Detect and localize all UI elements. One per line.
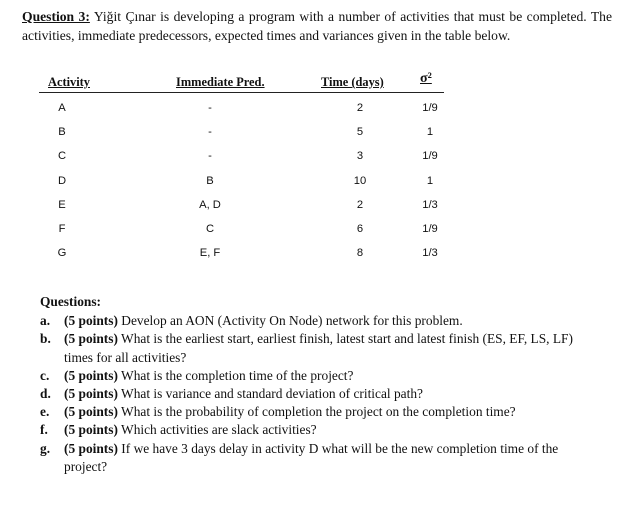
cell-variance: 1/9	[422, 223, 438, 235]
question-letter: d.	[40, 386, 51, 402]
cell-variance: 1	[426, 175, 434, 187]
cell-activity: D	[57, 175, 67, 187]
question-letter: f.	[40, 422, 48, 438]
cell-pred: -	[208, 102, 212, 114]
question-item-f	[40, 421, 580, 439]
cell-time: 3	[356, 150, 364, 162]
cell-time: 2	[356, 102, 364, 114]
question-text: Develop an AON (Activity On Node) network for this problem.	[117, 313, 463, 329]
header-variance: σ²	[420, 71, 432, 86]
question-points: (5 points)	[64, 440, 118, 456]
cell-activity: E	[58, 199, 66, 211]
question-text: What is the earliest start, earliest finish, latest start and latest finish (ES, EF, LS, LF) times for all activities?	[64, 331, 573, 365]
header-activity: Activity	[48, 75, 90, 89]
cell-variance: 1/9	[422, 102, 438, 114]
cell-pred: -	[208, 126, 212, 138]
cell-time: 8	[356, 247, 364, 259]
question-text: What is variance and standard deviation of critical path?	[117, 386, 423, 402]
cell-pred: -	[208, 150, 212, 162]
cell-variance: 1/3	[422, 247, 438, 259]
question-letter: a.	[40, 313, 51, 329]
question-points: (5 points)	[64, 422, 118, 438]
cell-activity: B	[58, 126, 66, 138]
question-letter: c.	[40, 367, 50, 383]
question-text: Which activities are slack activities?	[117, 422, 317, 438]
cell-pred: B	[206, 175, 214, 187]
question-item-e	[40, 403, 580, 421]
question-text: If we have 3 days delay in activity D what will be the new completion time of the project?	[64, 440, 559, 474]
question-text: What is the completion time of the project?	[117, 367, 354, 383]
questions-title: Questions:	[40, 294, 102, 309]
cell-variance: 1/3	[422, 199, 438, 211]
cell-time: 6	[356, 223, 364, 235]
cell-time: 5	[356, 126, 364, 138]
cell-variance: 1/9	[422, 150, 438, 162]
cell-pred: C	[205, 223, 215, 235]
header-immediate-pred: Immediate Pred.	[176, 75, 265, 89]
question-number: Question 3:	[22, 9, 90, 24]
question-item-d	[40, 385, 580, 403]
cell-activity: G	[57, 247, 67, 259]
cell-activity: F	[58, 223, 66, 235]
cell-variance: 1	[426, 126, 434, 138]
cell-pred: E, F	[199, 247, 221, 259]
cell-activity: A	[58, 102, 66, 114]
questions-section	[40, 293, 580, 476]
question-points: (5 points)	[64, 313, 118, 329]
question-intro-text: Yiğit Çınar is developing a program with a number of activities that must be completed. The activities, immediate predecessors, expected times and variances given in the table below.	[22, 9, 613, 43]
question-points: (5 points)	[64, 404, 118, 420]
question-letter: e.	[40, 404, 50, 420]
header-time-days: Time (days)	[321, 75, 384, 89]
question-points: (5 points)	[64, 331, 118, 347]
question-item-b	[40, 330, 580, 366]
question-letter: g.	[40, 440, 51, 456]
question-text: What is the probability of completion the project on the completion time?	[117, 404, 516, 420]
cell-time: 2	[356, 199, 364, 211]
question-item-a	[40, 312, 580, 330]
cell-time: 10	[353, 175, 367, 187]
question-points: (5 points)	[64, 386, 118, 402]
question-item-g	[40, 440, 580, 476]
question-intro	[22, 8, 612, 45]
cell-pred: A, D	[199, 199, 221, 211]
question-item-c	[40, 367, 580, 385]
question-letter: b.	[40, 331, 51, 347]
cell-activity: C	[57, 150, 67, 162]
question-points: (5 points)	[64, 367, 118, 383]
header-divider	[39, 92, 444, 93]
